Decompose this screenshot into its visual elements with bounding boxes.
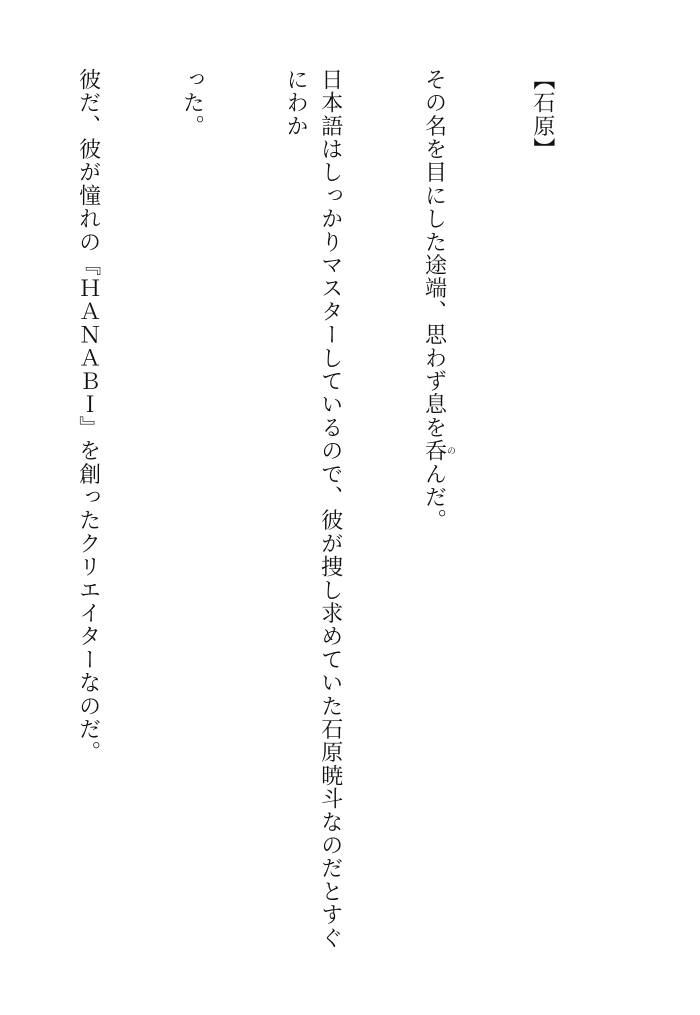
text-line-1-head: その名を目にした途端、思わず息を xyxy=(421,68,447,440)
text-line-1 xyxy=(416,68,455,968)
text-line-4: 彼だ、彼が憧れの『ＨＡＮＡＢＩ』を創ったクリエイターなのだ。 xyxy=(75,68,101,764)
vertical-text-body xyxy=(0,68,628,968)
ruby-nomu: 呑の xyxy=(421,439,456,463)
heading-ishihara: 【石原】 xyxy=(529,68,555,161)
text-line-5 xyxy=(0,68,1,968)
text-line-1-tail: んだ。 xyxy=(421,462,447,533)
text-line-2: 日本語はしっかりマスターしているので、彼が捜し求めていた石原暁斗なのだとすぐにわか xyxy=(283,68,343,950)
text-line-3: った。 xyxy=(179,68,205,138)
